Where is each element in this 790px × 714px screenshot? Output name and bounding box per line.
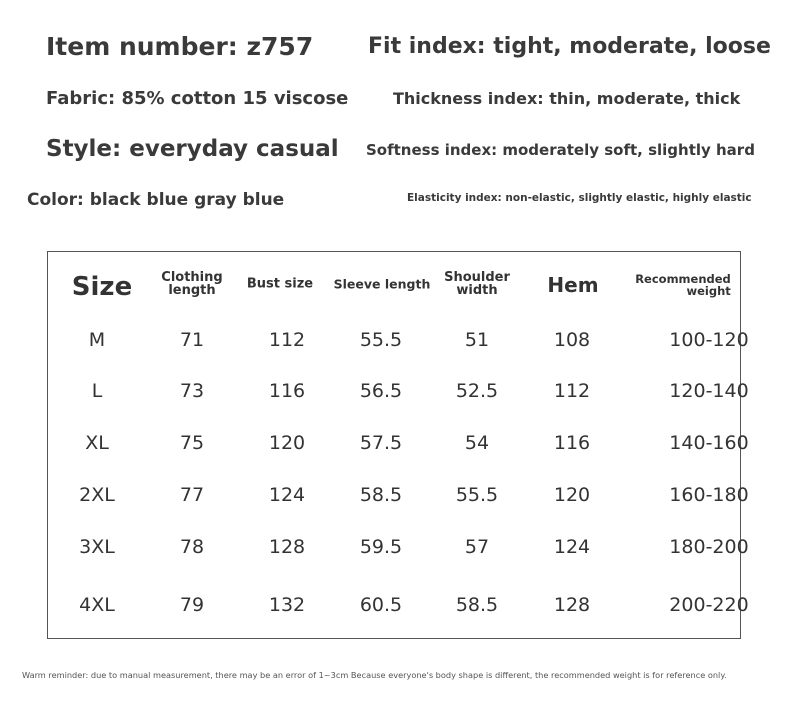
cell-bust-size: 112	[268, 329, 306, 351]
fabric: Fabric: 85% cotton 15 viscose	[46, 88, 349, 109]
cell-hem: 108	[553, 329, 591, 351]
cell-clothing-length: 78	[179, 536, 205, 558]
cell-bust-size: 128	[268, 536, 306, 558]
cell-hem: 120	[553, 484, 591, 506]
warm-reminder: Warm reminder: due to manual measurement, there may be an error of 1~3cm Because everyone's body shape is different, the recommended weight is for reference only.	[22, 670, 727, 680]
elasticity-index: Elasticity index: non-elastic, slightly elastic, highly elastic	[407, 192, 752, 204]
item-number: Item number: z757	[46, 32, 314, 61]
thickness-index: Thickness index: thin, moderate, thick	[393, 89, 741, 108]
header-recommended-weight-line2: weight	[686, 284, 731, 298]
cell-hem: 112	[553, 380, 591, 402]
cell-sleeve-length: 55.5	[359, 329, 403, 351]
cell-hem: 116	[553, 432, 591, 454]
cell-recommended-weight: 140-160	[669, 432, 749, 454]
header-recommended-weight	[635, 273, 731, 297]
cell-hem: 128	[553, 594, 591, 616]
cell-shoulder-width: 57	[464, 536, 490, 558]
cell-shoulder-width: 54	[464, 432, 490, 454]
cell-sleeve-length: 58.5	[359, 484, 403, 506]
cell-hem: 124	[553, 536, 591, 558]
cell-recommended-weight: 120-140	[669, 380, 749, 402]
size-table	[47, 251, 749, 639]
fit-index: Fit index: tight, moderate, loose	[368, 34, 771, 59]
header-bust-size: Bust size	[246, 276, 314, 292]
color: Color: black blue gray blue	[27, 190, 285, 210]
cell-sleeve-length: 56.5	[359, 380, 403, 402]
cell-size: 3XL	[79, 536, 115, 558]
cell-size: M	[88, 329, 106, 351]
softness-index: Softness index: moderately soft, slightly hard	[366, 141, 755, 159]
header-size: Size	[71, 272, 133, 302]
header-recommended-weight-line1: Recommended	[635, 272, 731, 286]
header-hem: Hem	[547, 273, 599, 297]
header-clothing-length-line1: Clothing	[161, 270, 223, 285]
cell-bust-size: 132	[268, 594, 306, 616]
cell-recommended-weight: 100-120	[669, 329, 749, 351]
cell-sleeve-length: 60.5	[359, 594, 403, 616]
header-shoulder-width-line1: Shoulder	[444, 270, 510, 285]
cell-clothing-length: 71	[179, 329, 205, 351]
cell-bust-size: 124	[268, 484, 306, 506]
cell-clothing-length: 75	[179, 432, 205, 454]
header-shoulder-width	[444, 271, 510, 297]
cell-clothing-length: 73	[179, 380, 205, 402]
cell-shoulder-width: 58.5	[455, 594, 499, 616]
cell-shoulder-width: 51	[464, 329, 490, 351]
cell-recommended-weight: 160-180	[669, 484, 749, 506]
style: Style: everyday casual	[46, 136, 339, 162]
cell-recommended-weight: 200-220	[669, 594, 749, 616]
cell-size: XL	[85, 432, 109, 454]
header-clothing-length	[161, 271, 222, 297]
header-sleeve-length: Sleeve length	[333, 276, 431, 292]
cell-sleeve-length: 57.5	[359, 432, 403, 454]
cell-bust-size: 116	[268, 380, 306, 402]
header-shoulder-width-line2: width	[456, 283, 498, 298]
cell-bust-size: 120	[268, 432, 306, 454]
cell-size: 2XL	[79, 484, 115, 506]
cell-shoulder-width: 52.5	[455, 380, 499, 402]
cell-sleeve-length: 59.5	[359, 536, 403, 558]
cell-shoulder-width: 55.5	[455, 484, 499, 506]
cell-size: 4XL	[79, 594, 115, 616]
cell-clothing-length: 77	[179, 484, 205, 506]
cell-clothing-length: 79	[179, 594, 205, 616]
cell-recommended-weight: 180-200	[669, 536, 749, 558]
header-clothing-length-line2: length	[168, 283, 216, 298]
cell-size: L	[91, 380, 103, 402]
